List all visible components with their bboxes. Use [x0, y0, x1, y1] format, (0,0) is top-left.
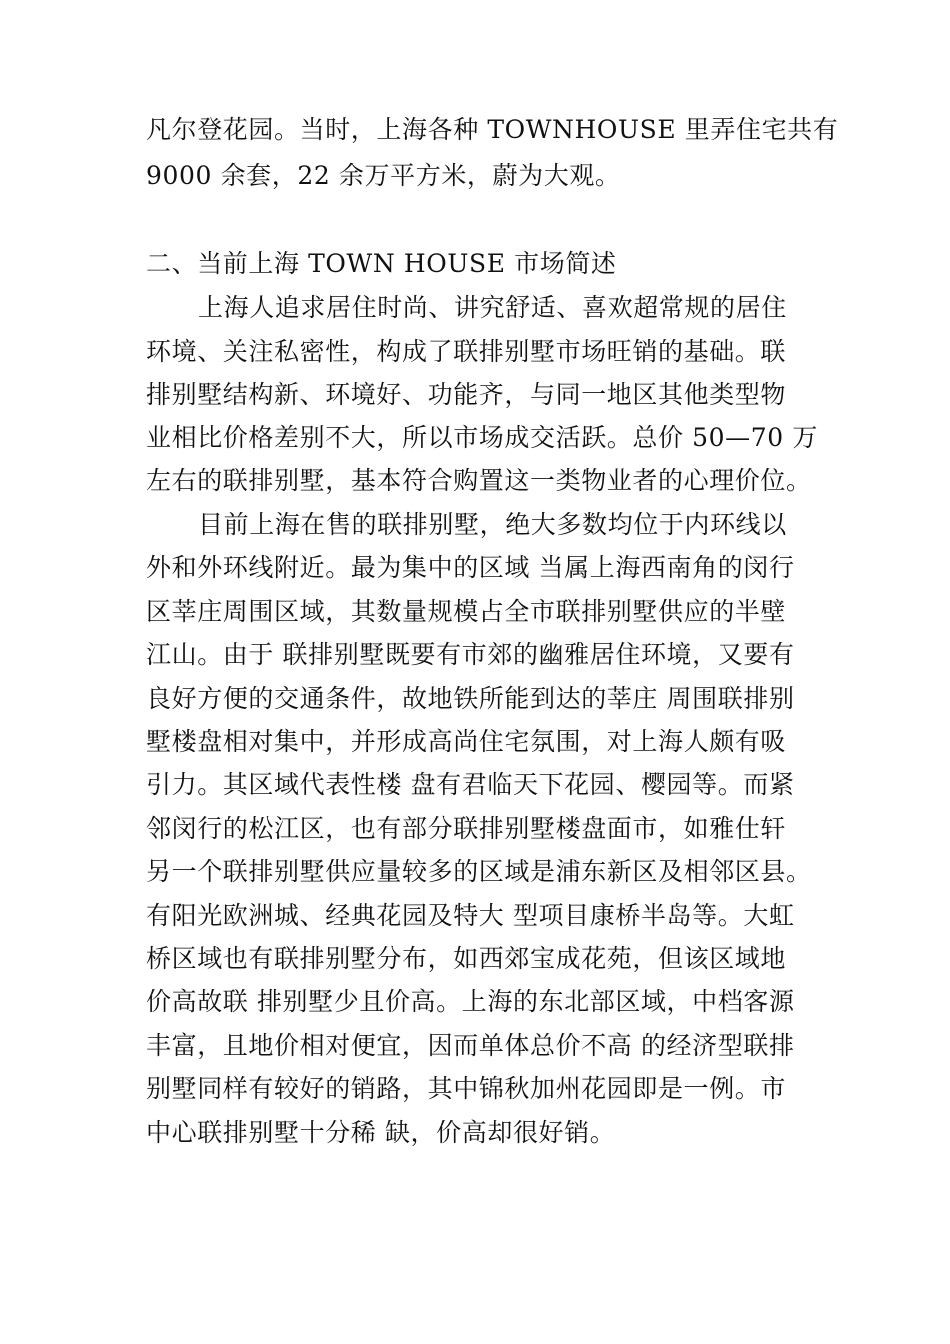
paragraph-line: 左右的联排别墅，基本符合购置这一类物业者的心理价位。: [146, 466, 812, 495]
paragraph-line: 上海人追求居住时尚、讲究舒适、喜欢超常规的居住: [198, 293, 787, 322]
paragraph-line: 中心联排别墅十分稀 缺，价高却很好销。: [146, 1118, 616, 1147]
paragraph-line: 引力。其区域代表性楼 盘有君临天下花园、樱园等。而紧: [146, 770, 795, 799]
section-heading: 二、当前上海 TOWN HOUSE 市场简述: [146, 249, 617, 278]
paragraph-line: 墅楼盘相对集中，并形成高尚住宅氛围，对上海人颇有吸: [146, 727, 787, 756]
paragraph-line: 良好方便的交通条件，故地铁所能到达的莘庄 周围联排别: [146, 684, 795, 713]
intro-line: 凡尔登花园。当时，上海各种 TOWNHOUSE 里弄住宅共有: [146, 115, 839, 144]
paragraph-line: 区莘庄周围区域，其数量规模占全市联排别墅供应的半壁: [146, 597, 787, 626]
paragraph-line: 有阳光欧洲城、经典花园及特大 型项目康桥半岛等。大虹: [146, 901, 795, 930]
paragraph-line: 另一个联排别墅供应量较多的区域是浦东新区及相邻区县。: [146, 857, 812, 886]
paragraph-line: 丰富，且地价相对便宜，因而单体总价不高 的经济型联排: [146, 1031, 795, 1060]
paragraph-line: 环境、关注私密性，构成了联排别墅市场旺销的基础。联: [146, 337, 787, 366]
paragraph-line: 业相比价格差别不大，所以市场成交活跃。总价 50—70 万: [146, 423, 818, 452]
paragraph-line: 排别墅结构新、环境好、功能齐，与同一地区其他类型物: [146, 380, 787, 409]
paragraph-line: 邻闵行的松江区，也有部分联排别墅楼盘面市，如雅仕轩: [146, 814, 787, 843]
paragraph-line: 桥区域也有联排别墅分布，如西郊宝成花苑，但该区域地: [146, 944, 787, 973]
paragraph-line: 价高故联 排别墅少且价高。上海的东北部区域，中档客源: [146, 987, 795, 1016]
paragraph-line: 别墅同样有较好的销路，其中锦秋加州花园即是一例。市: [146, 1074, 787, 1103]
paragraph-line: 目前上海在售的联排别墅，绝大多数均位于内环线以: [198, 510, 787, 539]
intro-line: 9000 余套，22 余万平方米，蔚为大观。: [146, 161, 621, 190]
paragraph-line: 江山。由于 联排别墅既要有市郊的幽雅居住环境，又要有: [146, 640, 795, 669]
paragraph-line: 外和外环线附近。最为集中的区域 当属上海西南角的闵行: [146, 553, 795, 582]
